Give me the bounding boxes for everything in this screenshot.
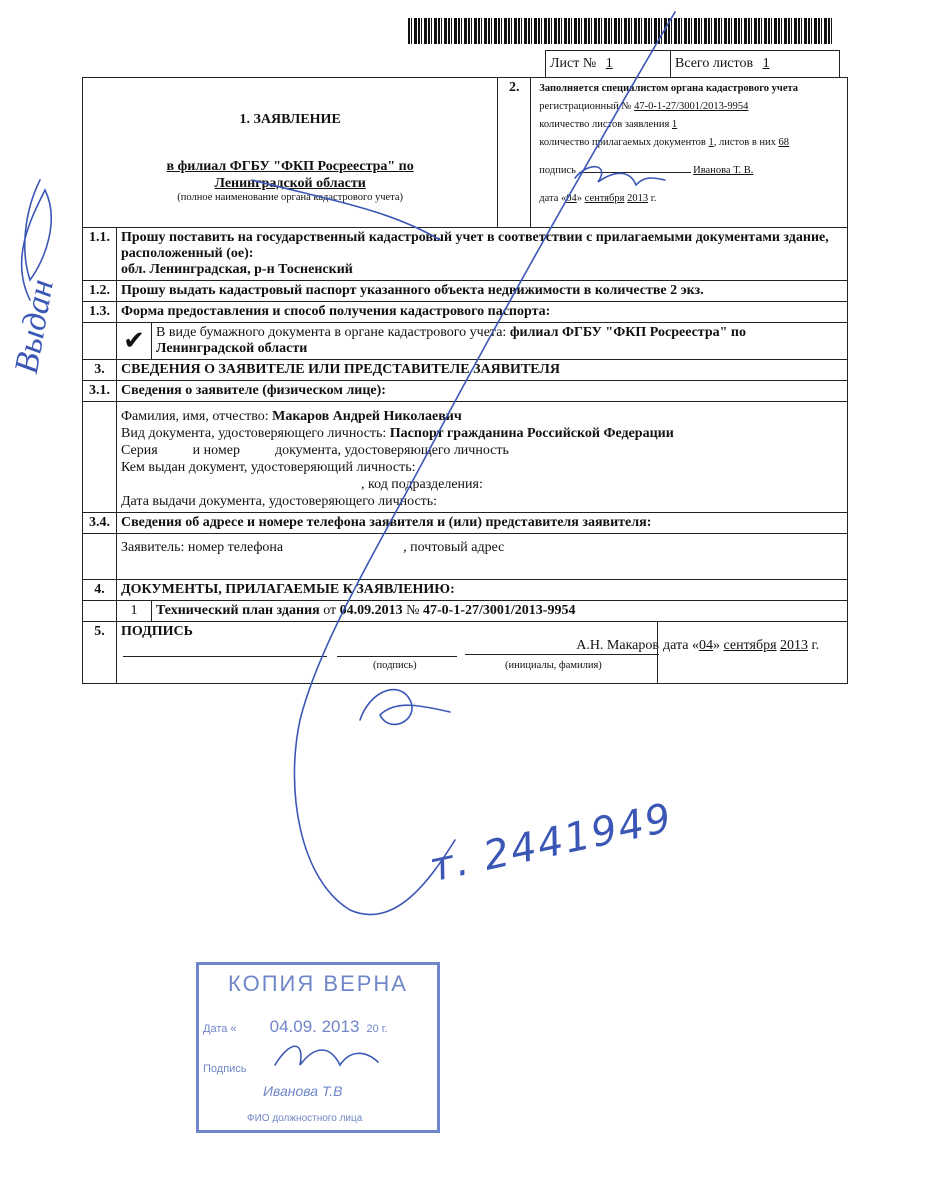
applicant-signature	[360, 690, 450, 725]
total-sheets-number: 1	[762, 56, 770, 71]
stamp-title: КОПИЯ ВЕРНА	[228, 971, 408, 996]
row-1-1-number: 1.1.	[83, 228, 117, 281]
row-1-2-number: 1.2.	[83, 281, 117, 302]
stamp-caption: ФИО должностного лица	[247, 1113, 363, 1124]
stamp-date-label: Дата «	[203, 1023, 237, 1035]
pages-number: 1	[671, 119, 678, 130]
row-3-1-text: Сведения о заявителе (физическом лице):	[117, 381, 848, 402]
row-3-4-text: Сведения об адресе и номере телефона заявителя и (или) представителя заявителя:	[117, 513, 848, 534]
row-5-number: 5.	[83, 622, 117, 684]
row-5-text: ПОДПИСЬ	[121, 624, 193, 639]
attached-doc-name: Технический план здания	[156, 603, 320, 618]
phone-label: Заявитель: номер телефона	[121, 540, 284, 555]
stamp-date-value: 04.09. 2013	[269, 1017, 360, 1036]
issued-by-label: Кем выдан документ, удостоверяющий личность:	[121, 460, 416, 475]
attached-doc-date: 04.09.2013	[339, 603, 403, 618]
signature-caption: (подпись)	[373, 660, 417, 671]
sign-label: подпись	[539, 165, 576, 176]
attached-doc-from: от	[319, 603, 340, 618]
series-number-line: Серия и номер документа, удостоверяющего личность	[121, 443, 509, 458]
date-label: дата «	[539, 193, 567, 204]
signer-initials: А.Н. Макаров	[465, 638, 659, 655]
date-suffix: г.	[650, 193, 657, 204]
row-1-3-text: Форма предоставления и способ получения кадастрового паспорта:	[117, 302, 848, 323]
sig-date-suffix: г.	[811, 638, 820, 653]
recipient-note: (полное наименование органа кадастрового учета)	[177, 192, 404, 203]
docs-label: количество прилагаемых документов	[539, 137, 706, 148]
stamp-date-suffix: 20 г.	[366, 1023, 388, 1035]
delivery-office: филиал ФГБУ "ФКП Росреестра" по Ленинградской области	[156, 325, 746, 356]
recipient: в филиал ФГБУ "ФКП Росреестра" по Ленинградской области	[166, 159, 414, 191]
header-signature	[575, 167, 665, 185]
handwritten-number: т. 2441949	[425, 794, 677, 892]
date-year: 2013	[627, 193, 649, 204]
section-2-title: Заполняется специалистом органа кадастрового учета	[539, 83, 799, 94]
row-3-4-number: 3.4.	[83, 513, 117, 534]
section-2-number: 2.	[498, 78, 531, 228]
pages-label: количество листов заявления	[539, 119, 670, 130]
postal-label: , почтовый адрес	[403, 540, 505, 555]
docs-number: 1	[708, 137, 714, 148]
row-1-3-number: 1.3.	[83, 302, 117, 323]
id-doc-label: Вид документа, удостоверяющего личность:	[121, 426, 390, 441]
reg-number: 47-0-1-27/3001/2013-9954	[634, 101, 749, 112]
row-1-2-text: Прошу выдать кадастровый паспорт указанного объекта недвижимости в количестве 2 экз.	[117, 281, 848, 302]
date-month: сентября	[584, 193, 625, 204]
docs-sheets-label: , листов в них	[713, 137, 776, 148]
stamp-date-line	[203, 1017, 437, 1037]
sig-date-year: 2013	[780, 638, 809, 653]
stamp-sign-label: Подпись	[203, 1063, 247, 1075]
initials-caption: (инициалы, фамилия)	[505, 660, 602, 671]
diagonal-ink-stroke	[294, 12, 678, 915]
row-4-number: 4.	[83, 580, 117, 601]
registry-cell: Заполняется специалистом органа кадастрового учета регистрационный № 47-0-1-27/3001/2013-9954 количество листов заявления 1 количество прилагаемых документов 1, листов в них 68 подпись Иванова Т. В. дата «04» сентября 2013 г.	[531, 78, 848, 228]
stamp-name: Иванова Т.В	[263, 1083, 343, 1099]
fio-label: Фамилия, имя, отчество:	[121, 409, 273, 424]
sheet-label: Лист №	[550, 56, 597, 71]
row-3-text: СВЕДЕНИЯ О ЗАЯВИТЕЛЕ ИЛИ ПРЕДСТАВИТЕЛЕ ЗАЯВИТЕЛЯ	[117, 360, 848, 381]
ink-stroke-2	[252, 180, 440, 240]
total-sheets-label: Всего листов	[675, 56, 754, 71]
row-4-text: ДОКУМЕНТЫ, ПРИЛАГАЕМЫЕ К ЗАЯВЛЕНИЮ:	[117, 580, 848, 601]
copy-stamp	[196, 962, 440, 1133]
checkmark-icon: ✔	[117, 323, 152, 360]
dept-code-label: , код подразделения:	[361, 477, 483, 492]
sig-date-month: сентября	[723, 638, 777, 653]
sig-date-label: дата «	[663, 638, 699, 653]
form-title: 1. ЗАЯВЛЕНИЕ	[239, 112, 341, 127]
attached-doc-no-label: №	[402, 603, 424, 618]
id-doc-type: Паспорт гражданина Российской Федерации	[389, 426, 674, 441]
date-day: 04	[566, 193, 577, 204]
margin-note: Выдан	[8, 276, 61, 377]
applicant-name: Макаров Андрей Николаевич	[272, 409, 462, 424]
sign-name: Иванова Т. В.	[693, 165, 754, 176]
row-3-number: 3.	[83, 360, 117, 381]
attached-doc-reg: 47-0-1-27/3001/2013-9954	[423, 603, 576, 618]
sheet-number: 1	[605, 56, 613, 71]
docs-sheets-number: 68	[778, 137, 790, 148]
object-address: обл. Ленинградская, р-н Тосненский	[121, 262, 353, 277]
row-1-1-text: Прошу поставить на государственный кадастровый учет в соответствии с прилагаемыми документами здание, расположенный (ое):	[121, 230, 829, 261]
issue-date-label: Дата выдачи документа, удостоверяющего личность:	[121, 494, 438, 509]
reg-label: регистрационный №	[539, 101, 632, 112]
row-3-1-number: 3.1.	[83, 381, 117, 402]
attached-doc-number: 1	[117, 601, 152, 622]
sig-date-day: 04	[698, 638, 713, 653]
delivery-option-text: В виде бумажного документа в органе кадастрового учета:	[156, 325, 510, 340]
signature-date: дата «04» сентября 2013 г.	[663, 638, 820, 653]
